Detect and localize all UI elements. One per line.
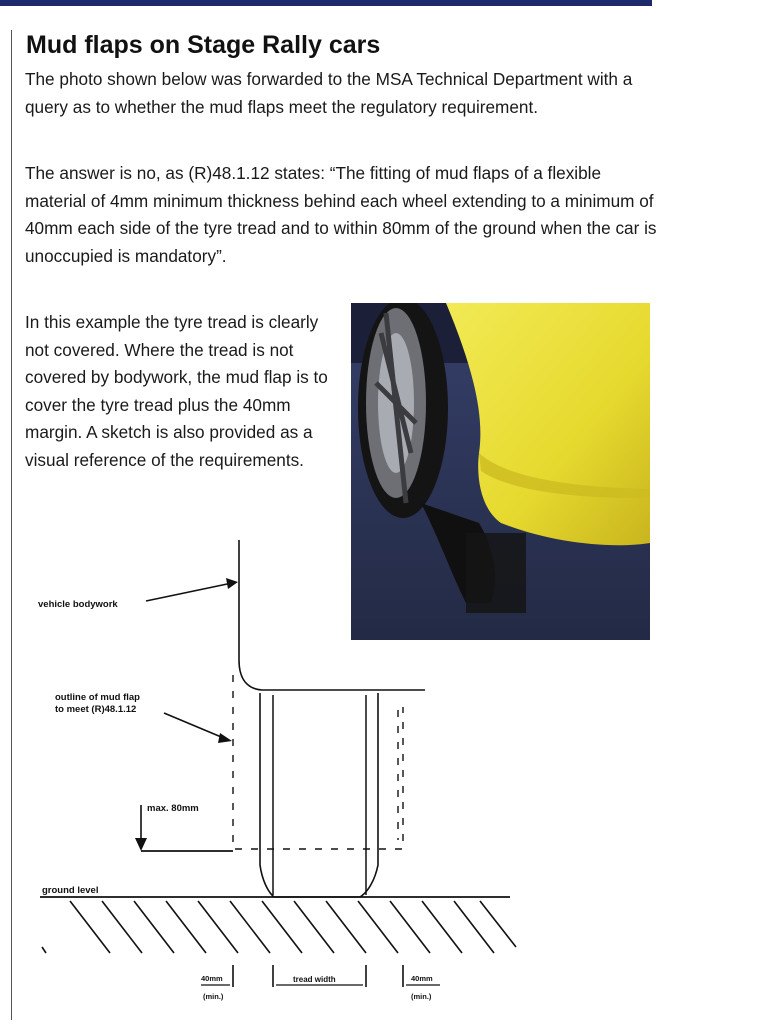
margin-right-min-label: (min.) [411,992,432,1001]
mud-flap-outline-label-line2: to meet (R)48.1.12 [55,704,137,715]
mud-flap-sketch [0,535,560,1015]
intro-paragraph: The photo shown below was forwarded to the MSA Technical Department with a query as to whether the mud flaps meet the regulatory requirement. [25,69,633,117]
mud-flap-outline-label-line1: outline of mud flap [55,692,140,703]
tread-width-label: tread width [293,975,336,984]
vehicle-bodywork-label: vehicle bodywork [38,599,118,610]
page-title: Mud flaps on Stage Rally cars [26,31,381,59]
header-bar [0,0,652,6]
margin-left-min-label: (min.) [203,992,224,1001]
margin-right-label: 40mm [411,974,433,983]
max-height-label: max. 80mm [147,803,199,814]
ground-level-label: ground level [42,885,99,896]
regulation-paragraph: The answer is no, as (R)48.1.12 states: “The fitting of mud flaps of a flexible material of 4mm minimum thickness behind each wheel extending to a minimum of 40mm each side of the tyre tread and to within 80mm of the ground when the car is unoccupied is mandatory”. [25,163,657,266]
margin-left-label: 40mm [201,974,223,983]
example-paragraph: In this example the tyre tread is clearly not covered. Where the tread is not covered by bodywork, the mud flap is to cover the tyre tread plus the 40mm margin. A sketch is also provided as a visual reference of the requirements. [25,312,328,470]
